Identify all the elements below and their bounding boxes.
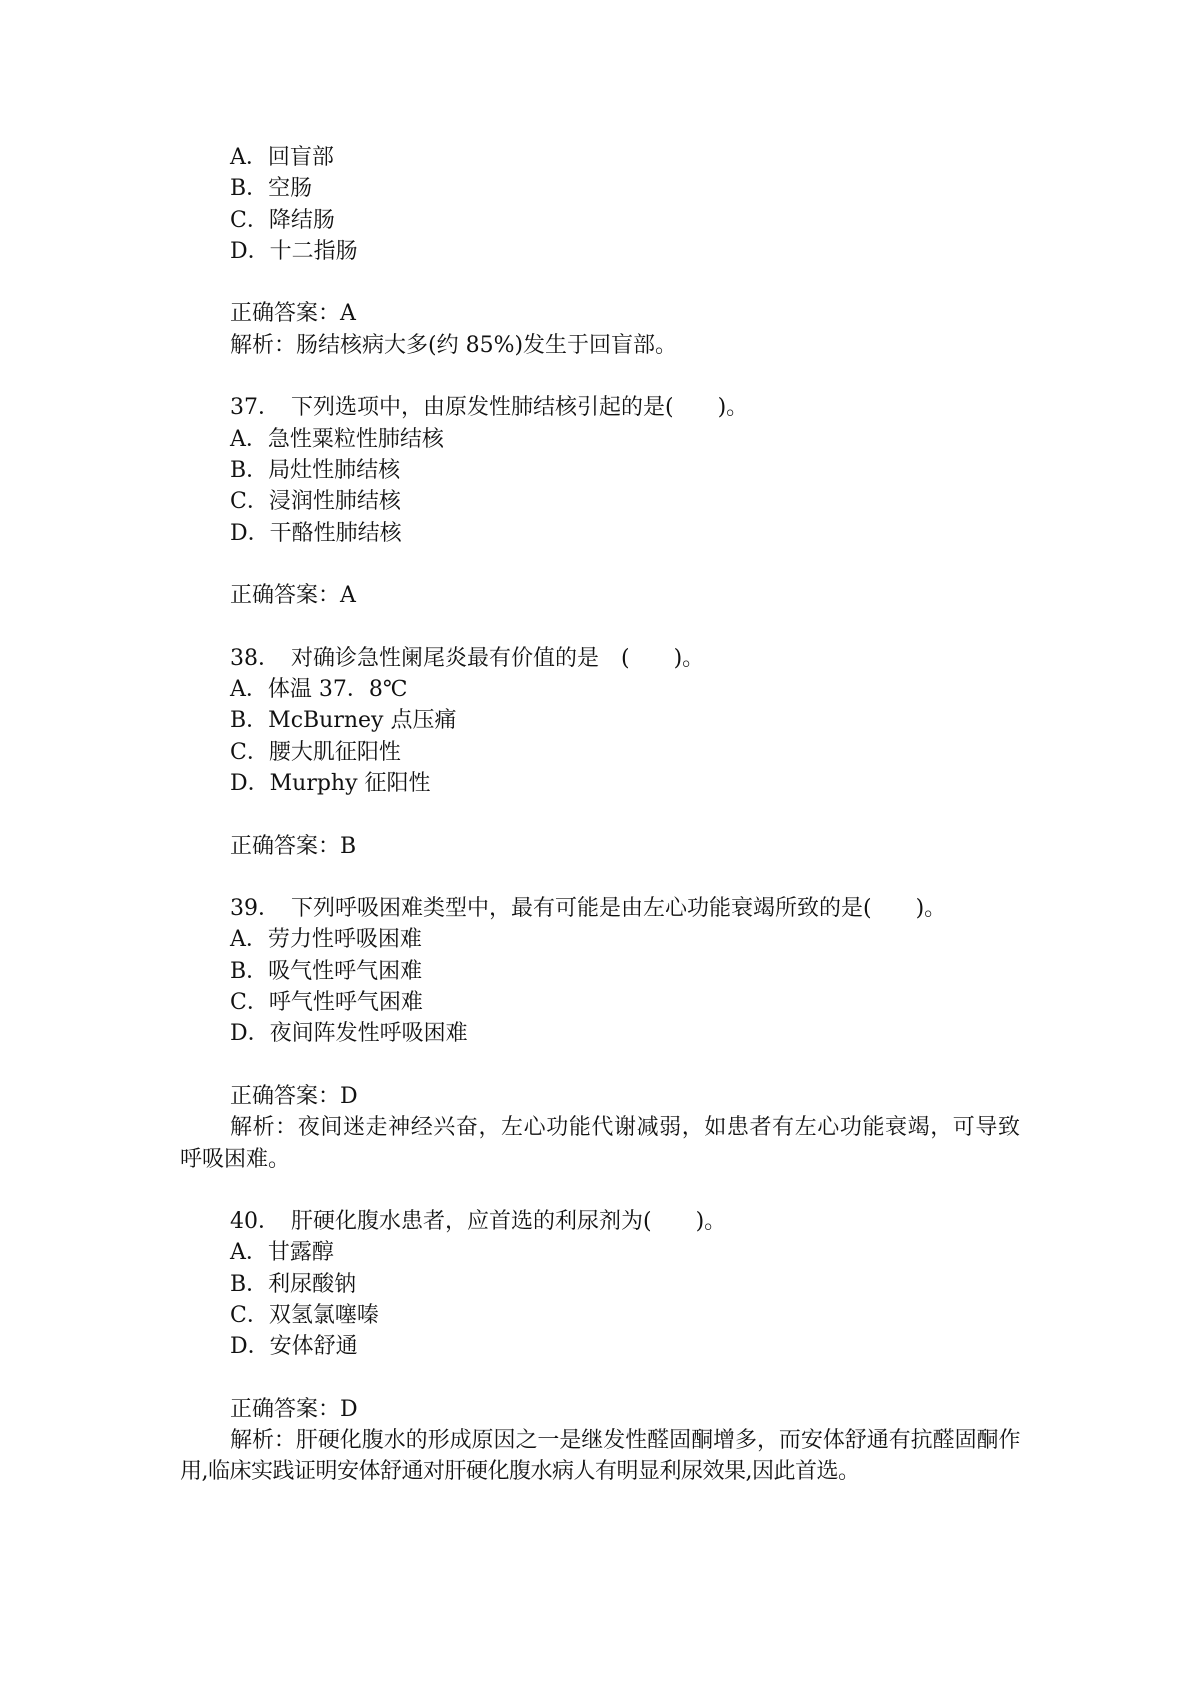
correct-answer: 正确答案：A — [230, 583, 356, 609]
option-a: A．体温 37．8℃ — [230, 677, 408, 703]
analysis: 解析：肠结核病大多(约 85%)发生于回盲部。 — [230, 332, 678, 358]
option-a: A．回盲部 — [230, 145, 334, 170]
correct-answer: 正确答案：B — [230, 833, 357, 859]
option-d: D．干酪性肺结核 — [230, 520, 402, 546]
question-36 — [180, 142, 1020, 361]
option-c: C．降结肠 — [230, 207, 335, 233]
page-content — [180, 142, 1020, 1488]
option-b: B．利尿酸钠 — [230, 1271, 357, 1297]
question-text: 37． 下列选项中，由原发性肺结核引起的是( )。 — [230, 395, 749, 421]
question-text: 40． 肝硬化腹水患者，应首选的利尿剂为( )。 — [230, 1209, 727, 1235]
option-d: D．十二指肠 — [230, 238, 358, 264]
option-a: A．劳力性呼吸困难 — [230, 927, 422, 953]
analysis: 解析：夜间迷走神经兴奋，左心功能代谢减弱，如患者有左心功能衰竭，可导致呼吸困难。 — [180, 1115, 1020, 1172]
question-40 — [180, 1206, 1020, 1488]
option-d: D．安体舒通 — [230, 1334, 358, 1360]
question-38 — [180, 643, 1020, 862]
question-37 — [180, 392, 1020, 611]
option-b: B．局灶性肺结核 — [230, 457, 401, 483]
option-c: C．浸润性肺结核 — [230, 489, 401, 515]
option-c: C．腰大肌征阳性 — [230, 739, 401, 765]
option-a: A．甘露醇 — [230, 1240, 334, 1266]
correct-answer: 正确答案：A — [230, 301, 356, 327]
correct-answer: 正确答案：D — [230, 1083, 358, 1109]
option-d: D．Murphy 征阳性 — [230, 770, 431, 796]
option-c: C．呼气性呼气困难 — [230, 990, 423, 1016]
option-a: A．急性粟粒性肺结核 — [230, 426, 444, 452]
option-d: D．夜间阵发性呼吸困难 — [230, 1021, 468, 1047]
analysis: 解析：肝硬化腹水的形成原因之一是继发性醛固酮增多，而安体舒通有抗醛固酮作用,临床实践证明安体舒通对肝硬化腹水病人有明显利尿效果,因此首选。 — [180, 1428, 1020, 1485]
question-39 — [180, 893, 1020, 1175]
question-text: 38． 对确诊急性阑尾炎最有价值的是 ( )。 — [230, 645, 705, 671]
option-b: B．吸气性呼气困难 — [230, 958, 423, 984]
option-c: C．双氢氯噻嗪 — [230, 1302, 379, 1328]
question-text: 39． 下列呼吸困难类型中，最有可能是由左心功能衰竭所致的是( )。 — [230, 896, 947, 922]
option-b: B．空肠 — [230, 176, 313, 202]
correct-answer: 正确答案：D — [230, 1396, 358, 1422]
option-b: B．McBurney 点压痛 — [230, 708, 457, 734]
